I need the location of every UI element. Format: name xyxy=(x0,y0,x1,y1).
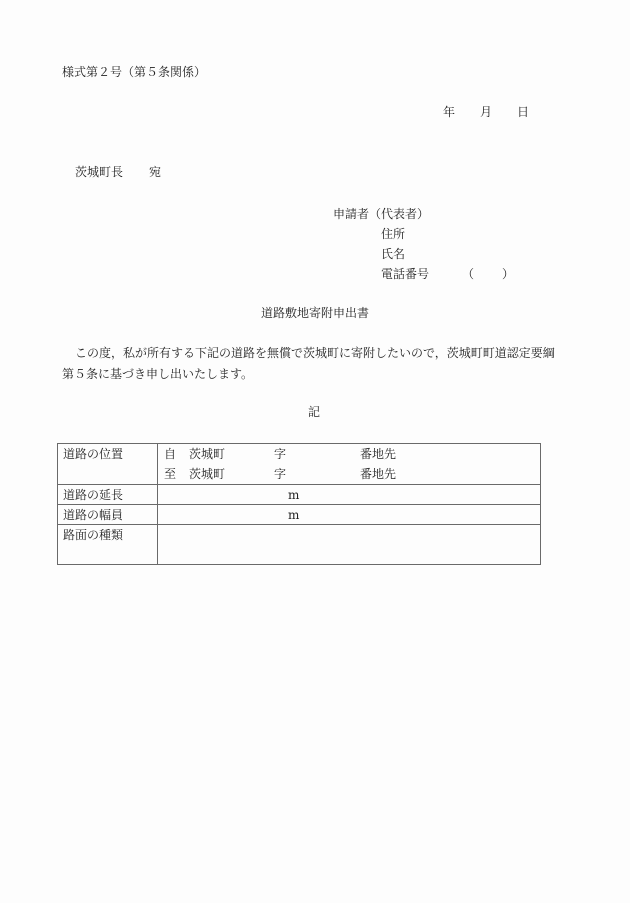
body-text-line-2: 第５条に基づき申し出いたします。 xyxy=(62,367,254,381)
date-month-label: 月 xyxy=(480,105,493,119)
location-to-town: 茨城町 xyxy=(189,467,226,481)
surface-label: 路面の種類 xyxy=(63,528,124,542)
addressee-suffix: 宛 xyxy=(149,165,162,179)
ki-heading: 記 xyxy=(308,405,321,419)
phone-paren-close: ） xyxy=(502,267,515,281)
location-from-town: 茨城町 xyxy=(189,447,226,461)
table-row-surface xyxy=(58,525,540,565)
location-from-banchi: 番地先 xyxy=(360,447,397,461)
phone-paren-open: （ xyxy=(462,267,475,281)
width-unit: m xyxy=(288,508,300,522)
table-column-divider xyxy=(157,444,158,564)
length-unit: m xyxy=(288,488,300,502)
table-row-length xyxy=(58,485,540,505)
form-number: 様式第２号（第５条関係） xyxy=(62,65,207,79)
document-title: 道路敷地寄附申出書 xyxy=(261,306,370,320)
location-to-banchi: 番地先 xyxy=(360,467,397,481)
width-label: 道路の幅員 xyxy=(63,508,124,522)
table-row-location xyxy=(58,444,540,485)
length-label: 道路の延長 xyxy=(63,488,124,502)
location-from-prefix: 自 xyxy=(164,447,177,461)
location-to-aza: 字 xyxy=(274,467,287,481)
location-from-aza: 字 xyxy=(274,447,287,461)
applicant-heading: 申請者（代表者） xyxy=(333,207,430,221)
location-label: 道路の位置 xyxy=(63,447,124,461)
location-to-prefix: 至 xyxy=(164,467,177,481)
addressee-name: 茨城町長 xyxy=(75,165,124,179)
applicant-name-label: 氏名 xyxy=(381,247,406,261)
date-year-label: 年 xyxy=(443,105,456,119)
date-day-label: 日 xyxy=(517,105,530,119)
table-row-width xyxy=(58,505,540,525)
applicant-phone-label: 電話番号 xyxy=(381,267,430,281)
road-details-table xyxy=(57,443,541,565)
body-text-line-1: この度，私が所有する下記の道路を無償で茨城町に寄附したいので，茨城町町道認定要綱 xyxy=(75,346,555,360)
applicant-address-label: 住所 xyxy=(381,227,406,241)
